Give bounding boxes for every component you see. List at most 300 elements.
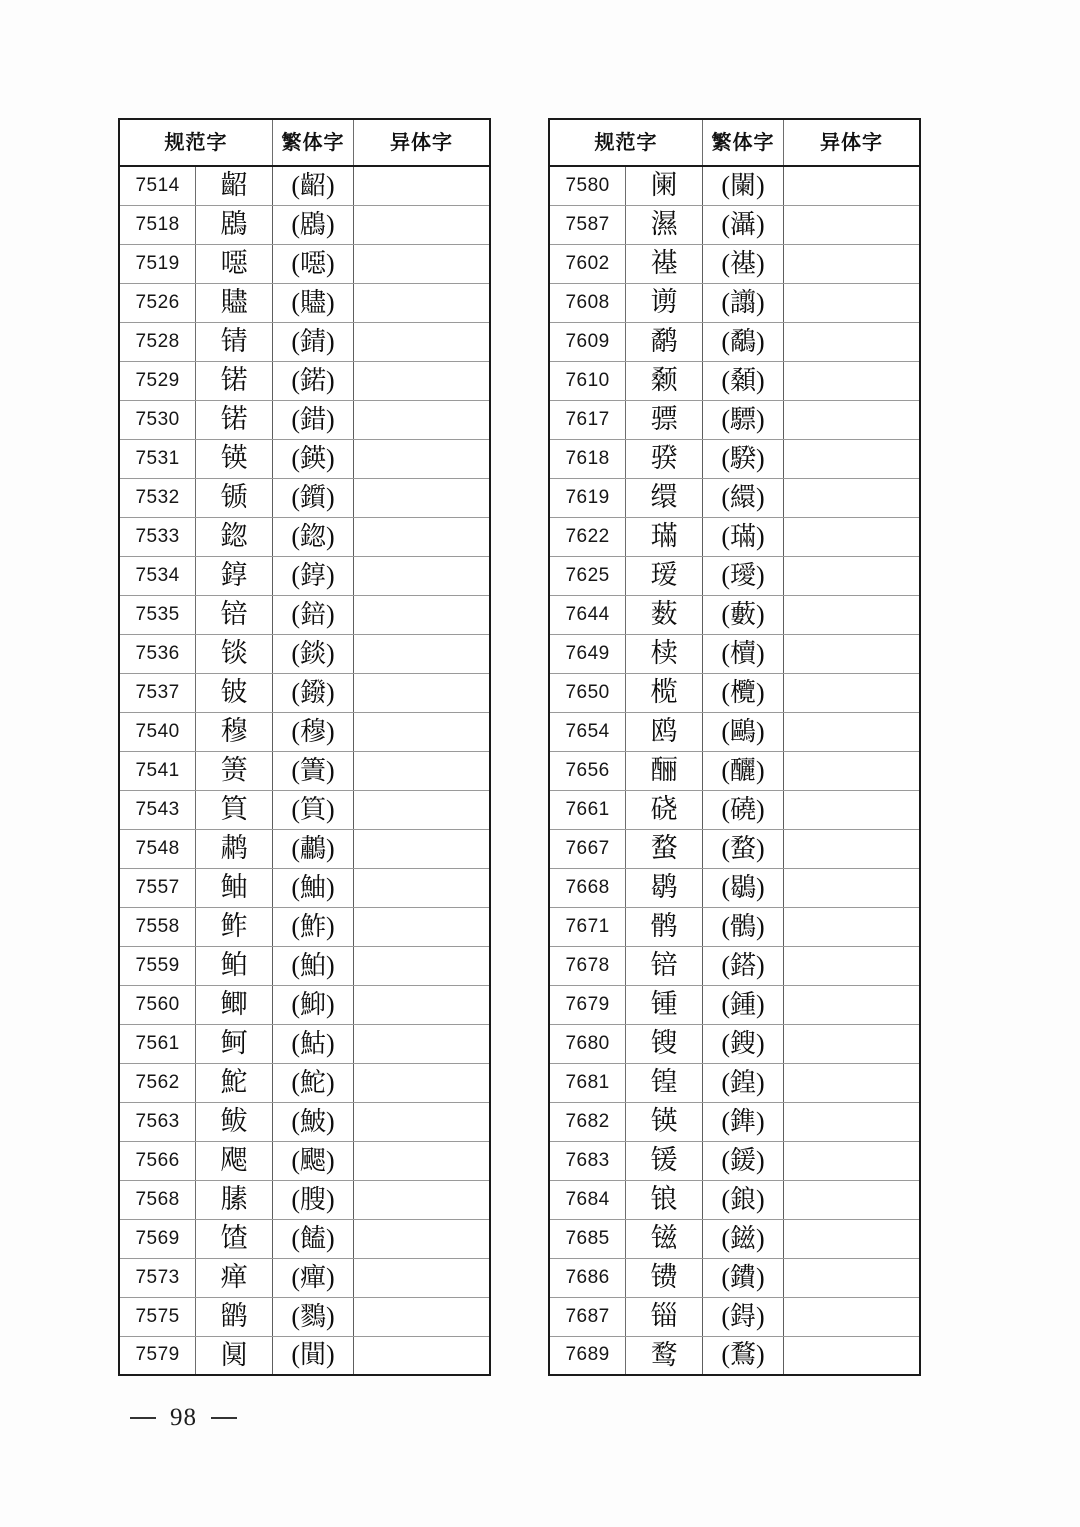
cell-variant-character [784, 283, 921, 322]
table-row [119, 868, 490, 907]
table-row [549, 634, 920, 673]
cell-number: 7519 [119, 244, 196, 283]
cell-simplified-character: 鲄 [196, 1024, 273, 1063]
cell-simplified-character: 锺 [626, 985, 703, 1024]
table-row [119, 1102, 490, 1141]
cell-variant-character [354, 712, 491, 751]
cell-simplified-character: 锧 [196, 478, 273, 517]
cell-variant-character [354, 1024, 491, 1063]
table-row [119, 322, 490, 361]
column-header-standard: 规范字 [119, 119, 273, 166]
cell-number: 7535 [119, 595, 196, 634]
cell-simplified-character: 鹔 [196, 829, 273, 868]
cell-number: 7619 [549, 478, 626, 517]
page-footer [130, 1398, 390, 1438]
cell-number: 7569 [119, 1219, 196, 1258]
cell-variant-character [354, 205, 491, 244]
cell-simplified-character: 锫 [196, 595, 273, 634]
cell-simplified-character: 穆 [196, 712, 273, 751]
table-row [549, 946, 920, 985]
table-row [549, 439, 920, 478]
cell-variant-character [354, 1063, 491, 1102]
cell-variant-character [354, 1141, 491, 1180]
table-row [119, 907, 490, 946]
cell-traditional-character: (璊) [703, 517, 784, 556]
cell-traditional-character: (顙) [703, 361, 784, 400]
cell-simplified-character: 瑷 [626, 556, 703, 595]
cell-simplified-character: 锘 [196, 400, 273, 439]
cell-simplified-character: 馇 [196, 1219, 273, 1258]
cell-variant-character [354, 1219, 491, 1258]
table-row [119, 517, 490, 556]
cell-variant-character [784, 829, 921, 868]
cell-number: 7528 [119, 322, 196, 361]
cell-number: 7529 [119, 361, 196, 400]
table-header-right [549, 119, 920, 166]
table-row [119, 985, 490, 1024]
cell-number: 7587 [549, 205, 626, 244]
cell-variant-character [784, 361, 921, 400]
column-header-traditional: 繁体字 [703, 119, 784, 166]
cell-simplified-character: 锳 [196, 439, 273, 478]
cell-variant-character [784, 556, 921, 595]
table-row [549, 556, 920, 595]
cell-traditional-character: (藪) [703, 595, 784, 634]
cell-number: 7685 [549, 1219, 626, 1258]
cell-number: 7533 [119, 517, 196, 556]
table-row [549, 868, 920, 907]
footer-dash-right [211, 1417, 237, 1419]
table-row [549, 673, 920, 712]
cell-traditional-character: (鮀) [273, 1063, 354, 1102]
cell-variant-character [354, 556, 491, 595]
cell-simplified-character: 鍃 [196, 517, 273, 556]
cell-simplified-character: 榄 [626, 673, 703, 712]
table-row [549, 1336, 920, 1375]
cell-number: 7514 [119, 166, 196, 205]
cell-number: 7684 [549, 1180, 626, 1219]
cell-number: 7683 [549, 1141, 626, 1180]
cell-traditional-character: (贐) [273, 283, 354, 322]
table-row [119, 1024, 490, 1063]
cell-traditional-character: (鷚) [273, 1297, 354, 1336]
cell-variant-character [784, 946, 921, 985]
table-row [549, 1024, 920, 1063]
table-row [549, 1141, 920, 1180]
cell-simplified-character: 锫 [626, 946, 703, 985]
table-body-left [119, 166, 490, 1375]
cell-simplified-character: 鹜 [626, 1336, 703, 1375]
cell-variant-character [784, 400, 921, 439]
character-table-right [548, 118, 921, 1376]
cell-traditional-character: (鮊) [273, 946, 354, 985]
cell-traditional-character: (鍾) [703, 985, 784, 1024]
cell-simplified-character: 鲊 [196, 907, 273, 946]
cell-variant-character [784, 166, 921, 205]
cell-variant-character [354, 1180, 491, 1219]
cell-number: 7537 [119, 673, 196, 712]
cell-variant-character [784, 1258, 921, 1297]
cell-number: 7562 [119, 1063, 196, 1102]
cell-traditional-character: (蝥) [703, 829, 784, 868]
cell-simplified-character: 鲅 [196, 1102, 273, 1141]
cell-simplified-character: 鹖 [626, 868, 703, 907]
cell-simplified-character: 璊 [626, 517, 703, 556]
cell-traditional-character: (穆) [273, 712, 354, 751]
cell-variant-character [354, 478, 491, 517]
table-row [549, 1063, 920, 1102]
cell-traditional-character: (鮍) [273, 1102, 354, 1141]
table-row [119, 751, 490, 790]
cell-simplified-character: 酾 [626, 751, 703, 790]
table-row [549, 829, 920, 868]
cell-traditional-character: (錞) [273, 556, 354, 595]
cell-traditional-character: (鷗) [703, 712, 784, 751]
table-row [549, 1102, 920, 1141]
cell-variant-character [784, 1219, 921, 1258]
cell-traditional-character: (禥) [703, 244, 784, 283]
cell-number: 7661 [549, 790, 626, 829]
cell-variant-character [784, 205, 921, 244]
cell-variant-character [354, 946, 491, 985]
cell-simplified-character: 椟 [626, 634, 703, 673]
cell-traditional-character: (鮋) [273, 868, 354, 907]
cell-traditional-character: (鮕) [273, 1024, 354, 1063]
table-row [549, 322, 920, 361]
table-row [119, 595, 490, 634]
cell-variant-character [354, 166, 491, 205]
cell-variant-character [784, 244, 921, 283]
cell-number: 7541 [119, 751, 196, 790]
cell-number: 7644 [549, 595, 626, 634]
header-row [119, 119, 490, 166]
table-row [119, 478, 490, 517]
cell-variant-character [784, 907, 921, 946]
cell-traditional-character: (鮣) [273, 985, 354, 1024]
table-row [549, 1297, 920, 1336]
cell-variant-character [354, 595, 491, 634]
cell-traditional-character: (鍰) [703, 1141, 784, 1180]
cell-simplified-character: 阒 [196, 1336, 273, 1375]
table-row [549, 517, 920, 556]
cell-simplified-character: 锬 [196, 634, 273, 673]
cell-number: 7678 [549, 946, 626, 985]
cell-simplified-character: 膆 [196, 1180, 273, 1219]
cell-number: 7579 [119, 1336, 196, 1375]
cell-traditional-character: (膄) [273, 1180, 354, 1219]
cell-variant-character [354, 439, 491, 478]
cell-traditional-character: (鶡) [703, 868, 784, 907]
cell-number: 7687 [549, 1297, 626, 1336]
cell-simplified-character: 鲫 [196, 985, 273, 1024]
cell-traditional-character: (鏺) [273, 673, 354, 712]
cell-number: 7617 [549, 400, 626, 439]
cell-simplified-character: 镄 [626, 1258, 703, 1297]
column-header-traditional: 繁体字 [273, 119, 354, 166]
cell-traditional-character: (鮓) [273, 907, 354, 946]
cell-simplified-character: 颡 [626, 361, 703, 400]
cell-simplified-character: 硗 [626, 790, 703, 829]
cell-traditional-character: (鍩) [273, 361, 354, 400]
cell-simplified-character: 鹘 [626, 907, 703, 946]
cell-simplified-character: 锱 [626, 1297, 703, 1336]
table-row [549, 751, 920, 790]
cell-variant-character [784, 439, 921, 478]
cell-simplified-character: 锖 [196, 322, 273, 361]
cell-number: 7575 [119, 1297, 196, 1336]
table-row [549, 400, 920, 439]
cell-variant-character [784, 1102, 921, 1141]
table-row [119, 1180, 490, 1219]
cell-simplified-character: 鸥 [626, 712, 703, 751]
cell-traditional-character: (錇) [273, 595, 354, 634]
cell-traditional-character: (騤) [703, 439, 784, 478]
cell-simplified-character: 鮀 [196, 1063, 273, 1102]
cell-number: 7536 [119, 634, 196, 673]
cell-simplified-character: 锼 [626, 1024, 703, 1063]
cell-traditional-character: (閴) [273, 1336, 354, 1375]
cell-traditional-character: (鍠) [703, 1063, 784, 1102]
cell-variant-character [354, 907, 491, 946]
table-row [119, 712, 490, 751]
table-row [119, 1063, 490, 1102]
cell-traditional-character: (鐨) [703, 1258, 784, 1297]
cell-traditional-character: (筫) [273, 790, 354, 829]
cell-variant-character [784, 478, 921, 517]
table-row [549, 985, 920, 1024]
cell-traditional-character: (颸) [273, 1141, 354, 1180]
cell-traditional-character: (磽) [703, 790, 784, 829]
cell-number: 7540 [119, 712, 196, 751]
cell-number: 7618 [549, 439, 626, 478]
table-row [119, 1297, 490, 1336]
table-row [119, 1141, 490, 1180]
cell-number: 7650 [549, 673, 626, 712]
cell-simplified-character: 薮 [626, 595, 703, 634]
cell-traditional-character: (鶻) [703, 907, 784, 946]
cell-variant-character [784, 985, 921, 1024]
cell-number: 7656 [549, 751, 626, 790]
cell-variant-character [354, 283, 491, 322]
cell-simplified-character: 缳 [626, 478, 703, 517]
cell-variant-character [354, 829, 491, 868]
table-row [549, 361, 920, 400]
cell-traditional-character: (譾) [703, 283, 784, 322]
table-row [549, 205, 920, 244]
cell-traditional-character: (齠) [273, 166, 354, 205]
cell-number: 7625 [549, 556, 626, 595]
table-row [549, 1219, 920, 1258]
cell-traditional-character: (錯) [273, 400, 354, 439]
table-row [549, 283, 920, 322]
table-row [119, 829, 490, 868]
character-table-left [118, 118, 491, 1376]
cell-variant-character [784, 322, 921, 361]
cell-number: 7530 [119, 400, 196, 439]
cell-traditional-character: (鎝) [703, 946, 784, 985]
cell-simplified-character: 镃 [626, 1219, 703, 1258]
cell-traditional-character: (饁) [273, 1219, 354, 1258]
column-header-variant: 异体字 [784, 119, 921, 166]
table-row [119, 361, 490, 400]
table-row [549, 790, 920, 829]
cell-number: 7682 [549, 1102, 626, 1141]
cell-traditional-character: (鍃) [273, 517, 354, 556]
cell-simplified-character: 鲌 [196, 946, 273, 985]
cell-number: 7689 [549, 1336, 626, 1375]
cell-number: 7671 [549, 907, 626, 946]
cell-number: 7557 [119, 868, 196, 907]
cell-traditional-character: (錟) [273, 634, 354, 673]
cell-variant-character [784, 868, 921, 907]
cell-simplified-character: 阑 [626, 166, 703, 205]
table-row [119, 205, 490, 244]
table-row [119, 400, 490, 439]
cell-number: 7649 [549, 634, 626, 673]
cell-traditional-character: (鶋) [273, 205, 354, 244]
cell-variant-character [354, 751, 491, 790]
cell-simplified-character: 锾 [626, 1141, 703, 1180]
cell-variant-character [354, 517, 491, 556]
cell-traditional-character: (鎡) [703, 1219, 784, 1258]
table-row [119, 556, 490, 595]
table-row [549, 712, 920, 751]
cell-number: 7568 [119, 1180, 196, 1219]
cell-traditional-character: (鎪) [703, 1024, 784, 1063]
cell-number: 7681 [549, 1063, 626, 1102]
cell-simplified-character: 锒 [626, 1180, 703, 1219]
cell-variant-character [784, 634, 921, 673]
cell-simplified-character: 骠 [626, 400, 703, 439]
table-row [119, 946, 490, 985]
cell-simplified-character: 贐 [196, 283, 273, 322]
cell-number: 7526 [119, 283, 196, 322]
cell-traditional-character: (鍈) [273, 439, 354, 478]
column-header-variant: 异体字 [354, 119, 491, 166]
cell-variant-character [354, 985, 491, 1024]
cell-number: 7559 [119, 946, 196, 985]
cell-traditional-character: (璦) [703, 556, 784, 595]
cell-number: 7518 [119, 205, 196, 244]
cell-variant-character [784, 517, 921, 556]
table-row [119, 244, 490, 283]
cell-number: 7543 [119, 790, 196, 829]
cell-variant-character [784, 1141, 921, 1180]
table-row [549, 1258, 920, 1297]
cell-traditional-character: (癉) [273, 1258, 354, 1297]
cell-number: 7548 [119, 829, 196, 868]
cell-number: 7679 [549, 985, 626, 1024]
cell-number: 7580 [549, 166, 626, 205]
cell-traditional-character: (鷫) [273, 829, 354, 868]
cell-simplified-character: 锳 [626, 1102, 703, 1141]
cell-traditional-character: (灄) [703, 205, 784, 244]
page-number: 98 [170, 1404, 197, 1431]
cell-simplified-character: 濕 [626, 205, 703, 244]
cell-variant-character [354, 790, 491, 829]
cell-number: 7534 [119, 556, 196, 595]
table-row [549, 244, 920, 283]
cell-simplified-character: 蝥 [626, 829, 703, 868]
footer-dash-left [130, 1417, 156, 1419]
table-row [119, 1336, 490, 1375]
cell-number: 7667 [549, 829, 626, 868]
table-row [119, 166, 490, 205]
cell-simplified-character: 箦 [196, 751, 273, 790]
cell-traditional-character: (驃) [703, 400, 784, 439]
cell-simplified-character: 筫 [196, 790, 273, 829]
cell-simplified-character: 锘 [196, 361, 273, 400]
cell-traditional-character: (簀) [273, 751, 354, 790]
cell-number: 7602 [549, 244, 626, 283]
cell-traditional-character: (闌) [703, 166, 784, 205]
cell-traditional-character: (櫝) [703, 634, 784, 673]
cell-number: 7609 [549, 322, 626, 361]
cell-number: 7610 [549, 361, 626, 400]
cell-variant-character [784, 751, 921, 790]
cell-variant-character [354, 868, 491, 907]
cell-simplified-character: 鹠 [196, 1297, 273, 1336]
column-header-standard: 规范字 [549, 119, 703, 166]
table-body-right [549, 166, 920, 1375]
cell-simplified-character: 鹬 [626, 322, 703, 361]
cell-simplified-character: 鲉 [196, 868, 273, 907]
cell-number: 7680 [549, 1024, 626, 1063]
table-row [119, 439, 490, 478]
cell-simplified-character: 齠 [196, 166, 273, 205]
cell-simplified-character: 瘅 [196, 1258, 273, 1297]
table-header-left [119, 119, 490, 166]
cell-simplified-character: 鶋 [196, 205, 273, 244]
cell-variant-character [354, 400, 491, 439]
cell-number: 7622 [549, 517, 626, 556]
cell-simplified-character: 骙 [626, 439, 703, 478]
cell-simplified-character: 禥 [626, 244, 703, 283]
header-row [549, 119, 920, 166]
cell-variant-character [354, 673, 491, 712]
table-row [549, 166, 920, 205]
cell-variant-character [354, 1297, 491, 1336]
cell-variant-character [784, 712, 921, 751]
cell-variant-character [784, 1180, 921, 1219]
cell-traditional-character: (鷸) [703, 322, 784, 361]
cell-variant-character [784, 1297, 921, 1336]
table-row [119, 634, 490, 673]
table-row [549, 907, 920, 946]
table-row [549, 478, 920, 517]
cell-number: 7531 [119, 439, 196, 478]
cell-simplified-character: 噁 [196, 244, 273, 283]
cell-simplified-character: 铍 [196, 673, 273, 712]
cell-traditional-character: (鎨) [703, 1102, 784, 1141]
cell-variant-character [354, 322, 491, 361]
cell-number: 7573 [119, 1258, 196, 1297]
cell-simplified-character: 錞 [196, 556, 273, 595]
cell-traditional-character: (欖) [703, 673, 784, 712]
table-row [119, 283, 490, 322]
cell-traditional-character: (噁) [273, 244, 354, 283]
cell-variant-character [354, 1258, 491, 1297]
cell-variant-character [784, 1336, 921, 1375]
cell-traditional-character: (鑕) [273, 478, 354, 517]
cell-variant-character [784, 1063, 921, 1102]
table-row [119, 1219, 490, 1258]
cell-number: 7608 [549, 283, 626, 322]
cell-simplified-character: 谫 [626, 283, 703, 322]
table-row [119, 673, 490, 712]
cell-number: 7558 [119, 907, 196, 946]
table-row [119, 790, 490, 829]
